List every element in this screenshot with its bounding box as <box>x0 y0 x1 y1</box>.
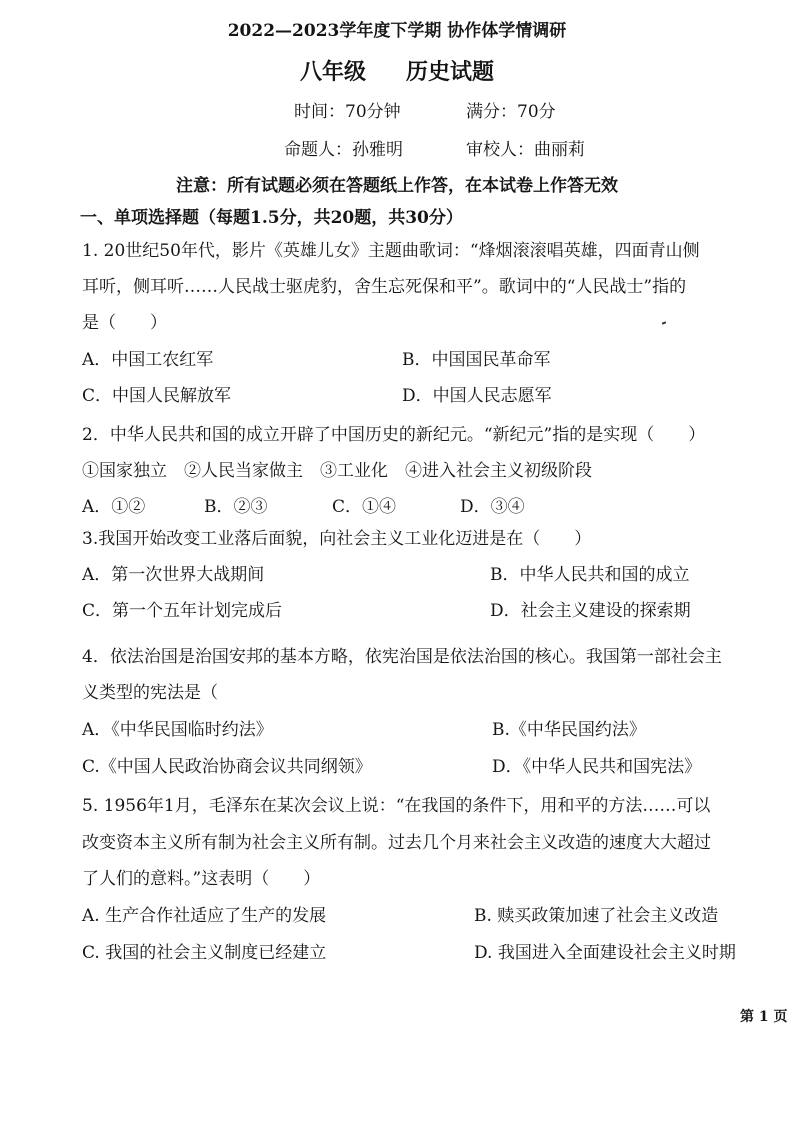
exam-score: 满分：70分 <box>466 102 556 122</box>
q3-option-b: B．中华人民共和国的成立 <box>490 565 690 585</box>
q4-line-2: 义类型的宪法是（ <box>82 683 218 703</box>
q4-option-d: D．《中华人民共和国宪法》 <box>492 757 702 777</box>
q2-option-a: A．①② <box>82 497 146 517</box>
q1-option-b: B．中国国民革命军 <box>402 350 551 370</box>
q3-option-c: C．第一个五年计划完成后 <box>82 601 283 621</box>
q5-option-c: C. 我国的社会主义制度已经建立 <box>82 943 327 963</box>
school-line: 2022—2023学年度下学期 协作体学情调研 <box>227 21 567 41</box>
grade-label: 八年级 <box>299 59 366 85</box>
reviewer-line: 审校人：曲丽莉 <box>466 140 585 160</box>
q4-line-1: 4．依法治国是治国安邦的基本方略，依宪治国是依法治国的核心。我国第一部社会主 <box>82 647 722 667</box>
notice-line: 注意：所有试题必须在答题纸上作答，在本试卷上作答无效 <box>176 176 618 196</box>
q5-option-b: B. 赎买政策加速了社会主义改造 <box>474 906 719 926</box>
q5-line-3: 了人们的意料。”这表明（ ） <box>82 869 321 889</box>
q1-line-1: 1. 20世纪50年代，影片《英雄儿女》主题曲歌词：“烽烟滚滚唱英雄，四面青山侧 <box>82 241 700 261</box>
q5-line-1: 5. 1956年1月，毛泽东在某次会议上说：“在我国的条件下，用和平的方法……可以 <box>82 796 711 816</box>
q1-option-c: C．中国人民解放军 <box>82 386 232 406</box>
q4-option-a: A．《中华民国临时约法》 <box>82 720 273 740</box>
author-line: 命题人：孙雅明 <box>284 140 403 160</box>
q2-option-b: B．②③ <box>204 497 268 517</box>
q5-option-d: D. 我国进入全面建设社会主义时期 <box>474 943 736 963</box>
q1-option-d: D．中国人民志愿军 <box>402 386 552 406</box>
exam-time: 时间：70分钟 <box>294 102 401 122</box>
q3-option-a: A．第一次世界大战期间 <box>82 565 265 585</box>
page-number: 第 1 页 <box>740 1009 788 1025</box>
q2-items: ①国家独立 ②人民当家做主 ③工业化 ④进入社会主义初级阶段 <box>82 461 592 481</box>
q1-line-3: 是（ ） <box>82 313 167 333</box>
q5-option-a: A. 生产合作社适应了生产的发展 <box>82 906 327 926</box>
q3-line-1: 3.我国开始改变工业落后面貌，向社会主义工业化迈进是在（ ） <box>82 529 592 549</box>
q2-option-d: D．③④ <box>460 497 525 517</box>
scan-mark <box>662 321 666 324</box>
subject-label: 历史试题 <box>406 59 495 85</box>
q3-option-d: D．社会主义建设的探索期 <box>490 601 691 621</box>
q4-option-b: B.《中华民国约法》 <box>492 720 646 740</box>
q1-line-2: 耳听，侧耳听……人民战士驱虎豹，舍生忘死保和平”。歌词中的“人民战士”指的 <box>82 277 687 297</box>
q1-option-a: A．中国工农红军 <box>82 350 214 370</box>
q5-line-2: 改变资本主义所有制为社会主义所有制。过去几个月来社会主义改造的速度大大超过 <box>82 833 711 853</box>
q2-option-c: C．①④ <box>332 497 397 517</box>
q2-line-1: 2．中华人民共和国的成立开辟了中国历史的新纪元。“新纪元”指的是实现（ ） <box>82 425 706 445</box>
q4-option-c: C.《中国人民政治协商会议共同纲领》 <box>82 757 372 777</box>
page-title <box>0 58 794 86</box>
section-title: 一、单项选择题（每题1.5分，共20题，共30分） <box>80 208 463 228</box>
